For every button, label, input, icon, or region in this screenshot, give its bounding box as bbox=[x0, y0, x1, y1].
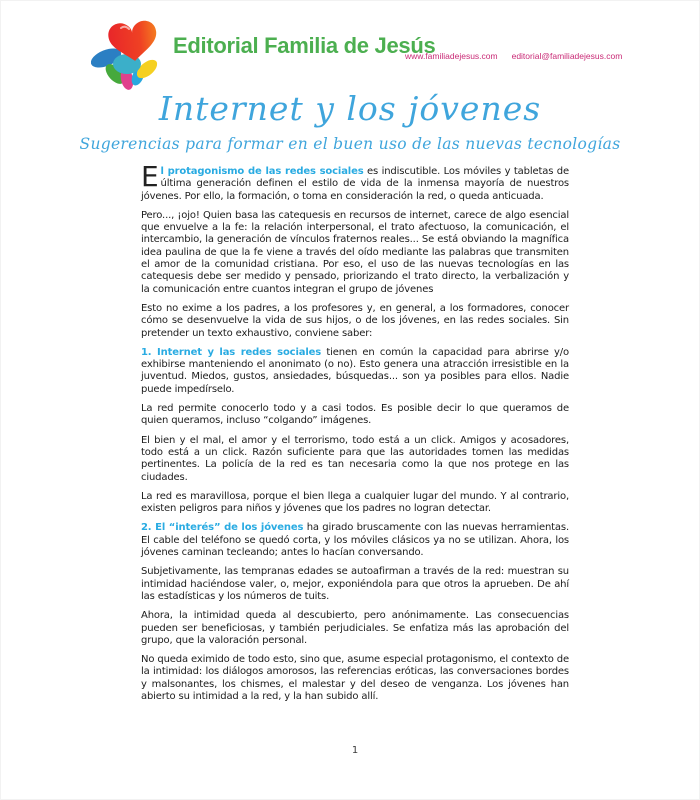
header-links bbox=[405, 51, 636, 61]
paragraph: Ahora, la intimidad queda al descubierto, pero anónimamente. Las consecuencias pueden ser beneficiosas, y también perjudiciales. Se enfatiza más las aprobación del grupo, que la valoración personal. bbox=[141, 610, 569, 646]
paragraph-section-1: 1. Internet y las redes sociales tienen en común la capacidad para abrirse y/o exhibirse manteniendo el anonimato (o no). Esto genera una atracción irresistible en la juventud. Miedos, gustos, ansiedades, búsquedas... son ya posibles para ellos. Nadie puede impedírselo. bbox=[141, 346, 569, 395]
paragraph: No queda eximido de todo esto, sino que, asume especial protagonismo, el contexto de la intimidad: los diálogos amorosos, las referencias eróticas, las conversaciones bordes y malsonantes, los chismes, el malestar y del deseo de venganza. Los jóvenes han abierto su intimidad a la red, y la han subido allí. bbox=[141, 654, 569, 702]
paragraph: La red es maravillosa, porque el bien llega a cualquier lugar del mundo. Y al contrario, existen peligros para niños y jóvenes que los padres no logran detectar. bbox=[141, 490, 569, 515]
paragraph-intro: El protagonismo de las redes sociales es indiscutible. Los móviles y tabletas de última generación definen el estilo de vida de la inmensa mayoría de nuestros jóvenes. Por ello, la formación, o toma en consideración la red, o queda anticuada. bbox=[141, 160, 569, 202]
paragraph: Subjetivamente, las tempranas edades se autoafirman a través de la red: muestran su intimidad haciéndose valer, o, mejor, exponiéndola para que otros la aprueben. De ahí las estadísticas y los números de tuits. bbox=[141, 566, 569, 602]
intro-lead: l protagonismo de las redes sociales bbox=[160, 166, 364, 177]
page-subtitle: Sugerencias para formar en el buen uso de las nuevas tecnologías bbox=[79, 135, 621, 153]
website-link[interactable]: www.familiadejesus.com bbox=[405, 51, 498, 61]
paragraph: Pero..., ¡ojo! Quien basa las catequesis en recursos de internet, carece de algo esencial que envuelve a la fe: la relación interpersonal, el trato afectuoso, la comunicación, el intercambio, la generación de vínculos fraternos reales... Se está obviando la magnífica idea paulina de que la fe viene a través del oído mediante las palabras que transmiten el amor de la comunidad cristiana. Por eso, el uso de las nuevas tecnologías en las catequesis debe ser medido y pensado, priorizando el trato directo, la verbalización y la comunicación entre cuantos integran el grupo de jóvenes bbox=[141, 209, 569, 295]
page-title: Internet y los jóvenes bbox=[158, 89, 542, 128]
drop-cap: E bbox=[141, 160, 159, 193]
paragraph: Esto no exime a los padres, a los profesores y, en general, a los formadores, conocer cómo se desenvuelve la vida de sus hijos, o de los jóvenes, en las redes sociales. Sin pretender un texto exhaustivo, conviene saber: bbox=[141, 302, 569, 339]
paragraph-section-2: 2. El “interés” de los jóvenes ha girado bruscamente con las nuevas herramientas. El cable del teléfono se quedó corta, y los móviles clásicos ya no se utilizan. Ahora, los jóvenes caminan tecleando; antes lo hacían conversando. bbox=[141, 522, 569, 559]
page-number: 1 bbox=[351, 745, 359, 756]
email-link[interactable]: editorial@familiadejesus.com bbox=[511, 51, 623, 61]
article-body bbox=[141, 160, 569, 710]
section-1-heading: 1. Internet y las redes sociales bbox=[141, 346, 322, 358]
brand-title: Editorial Familia de Jesús bbox=[173, 33, 436, 58]
heart-hand-logo-icon bbox=[91, 19, 173, 91]
paragraph: La red permite conocerlo todo y a casi todos. Es posible decir lo que queramos de quien queramos, incluso “colgando” imágenes. bbox=[141, 403, 569, 427]
section-2-heading: 2. El “interés” de los jóvenes bbox=[141, 522, 304, 534]
paragraph: El bien y el mal, el amor y el terrorismo, todo está a un click. Amigos y acosadores, todo está a un click. Razón suficiente para que las autoridades tomen las medidas pertinentes. La policía de la red es tan necesaria como la que nos protege en las ciudades. bbox=[141, 434, 569, 483]
